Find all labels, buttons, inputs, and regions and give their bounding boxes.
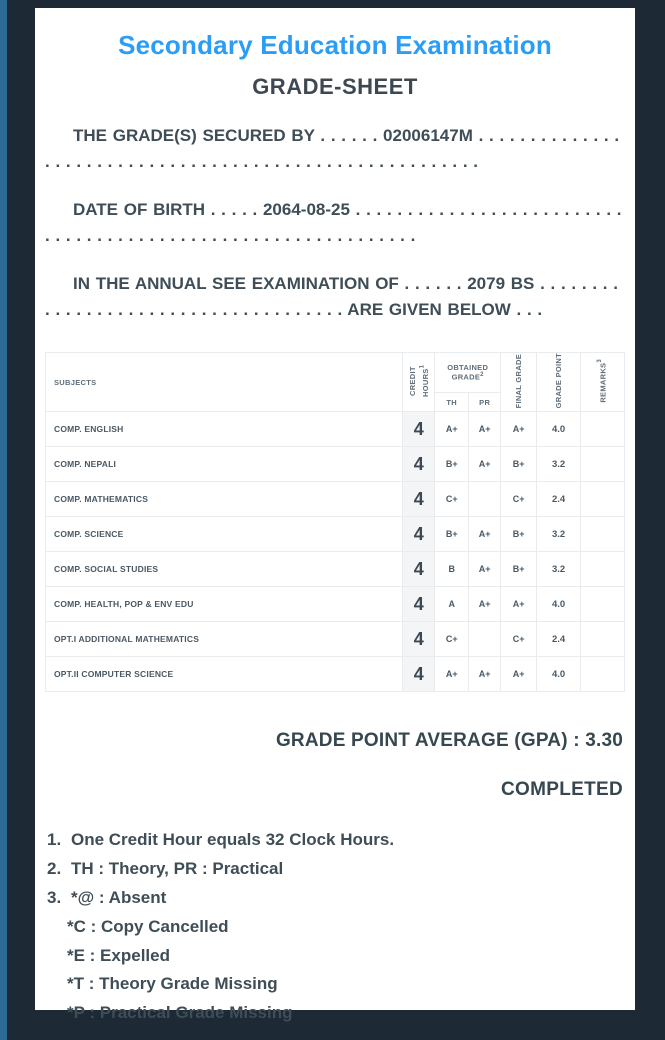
grade-point-cell: 3.2	[537, 552, 581, 587]
footnote-text: *C : Copy Cancelled	[67, 916, 229, 936]
remarks-cell	[581, 587, 625, 622]
col-header-subjects: SUBJECTS	[46, 353, 403, 412]
theory-grade-cell: B+	[435, 517, 469, 552]
footnote-text: *@ : Absent	[71, 887, 167, 907]
remarks-cell	[581, 482, 625, 517]
page-title: Secondary Education Examination	[118, 30, 552, 60]
final-grade-cell: C+	[501, 482, 537, 517]
remarks-cell	[581, 412, 625, 447]
remarks-cell	[581, 447, 625, 482]
remarks-cell	[581, 517, 625, 552]
table-row	[46, 482, 625, 517]
practical-grade-cell: A+	[469, 587, 501, 622]
grades-secured-line: THE GRADE(S) SECURED BY . . . . . . 02006147M . . . . . . . . . . . . . . . . . . . . . . . . . . . . . . . . . . . . . . . . . . . . . . . . . . . . . . . .	[45, 126, 620, 171]
theory-grade-cell: C+	[435, 622, 469, 657]
remarks-cell	[581, 622, 625, 657]
grade-sheet-card	[35, 8, 635, 1023]
final-grade-cell: A+	[501, 587, 537, 622]
credit-hours-cell: 4	[403, 447, 435, 482]
practical-grade-cell: A+	[469, 412, 501, 447]
final-grade-cell: A+	[501, 412, 537, 447]
footnote-line	[47, 970, 625, 999]
footnotes-list	[47, 826, 625, 1028]
completion-status: COMPLETED	[501, 779, 623, 800]
credit-hours-cell: 4	[403, 622, 435, 657]
footnote-text: *P : Practical Grade Missing	[67, 1003, 293, 1023]
left-accent-strip	[0, 0, 7, 1040]
theory-grade-cell: C+	[435, 482, 469, 517]
table-row	[46, 412, 625, 447]
grade-point-cell: 4.0	[537, 587, 581, 622]
final-grade-cell: A+	[501, 657, 537, 692]
grades-table-body	[46, 412, 625, 692]
theory-grade-cell: A	[435, 587, 469, 622]
credit-hours-cell: 4	[403, 587, 435, 622]
table-row	[46, 552, 625, 587]
final-grade-cell: B+	[501, 517, 537, 552]
grades-table-header	[46, 353, 625, 412]
col-header-grade-point: GRADE POINT	[537, 353, 581, 412]
table-row	[46, 622, 625, 657]
practical-grade-cell: A+	[469, 447, 501, 482]
subject-cell: OPT.II COMPUTER SCIENCE	[46, 657, 403, 692]
footnote-marker: 1.	[47, 830, 62, 849]
subject-cell: COMP. SOCIAL STUDIES	[46, 552, 403, 587]
table-row	[46, 657, 625, 692]
intro-section	[45, 123, 625, 322]
table-row	[46, 517, 625, 552]
footnote-text: *E : Expelled	[67, 945, 170, 965]
col-header-credit-hours: CREDIT HOURS$^1$	[403, 353, 435, 412]
credit-hours-cell: 4	[403, 412, 435, 447]
grade-point-cell: 3.2	[537, 447, 581, 482]
subject-cell: COMP. HEALTH, POP & ENV EDU	[46, 587, 403, 622]
col-header-theory: TH	[435, 393, 469, 412]
final-grade-cell: C+	[501, 622, 537, 657]
subject-cell: COMP. NEPALI	[46, 447, 403, 482]
remarks-cell	[581, 552, 625, 587]
credit-hours-cell: 4	[403, 552, 435, 587]
col-header-obtained-grade: OBTAINED GRADE$^2$	[435, 353, 501, 393]
footnote-text: *T : Theory Grade Missing	[67, 974, 278, 994]
table-row	[46, 447, 625, 482]
footnote-text: TH : Theory, PR : Practical	[71, 858, 284, 878]
subject-cell: COMP. MATHEMATICS	[46, 482, 403, 517]
grade-point-cell: 4.0	[537, 412, 581, 447]
theory-grade-cell: B	[435, 552, 469, 587]
footnote-line	[47, 826, 625, 855]
grade-sheet-heading: GRADE-SHEET	[252, 74, 418, 99]
gpa-line: GRADE POINT AVERAGE (GPA) : 3.30	[275, 730, 623, 751]
practical-grade-cell	[469, 482, 501, 517]
grade-point-cell: 3.2	[537, 517, 581, 552]
credit-hours-footnote-ref: 1	[419, 364, 425, 369]
final-grade-cell: B+	[501, 447, 537, 482]
footnote-line	[47, 999, 625, 1028]
theory-grade-cell: A+	[435, 412, 469, 447]
footnote-marker: 3.	[47, 887, 62, 907]
credit-hours-cell: 4	[403, 657, 435, 692]
grade-point-cell: 2.4	[537, 482, 581, 517]
col-header-practical: PR	[469, 393, 501, 412]
subject-cell: OPT.I ADDITIONAL MATHEMATICS	[46, 622, 403, 657]
subject-cell: COMP. SCIENCE	[46, 517, 403, 552]
footnote-line	[47, 884, 625, 913]
footnote-line	[47, 913, 625, 942]
final-grade-cell: B+	[501, 552, 537, 587]
practical-grade-cell: A+	[469, 552, 501, 587]
practical-grade-cell: A+	[469, 517, 501, 552]
obtained-grade-footnote-ref: 2	[480, 372, 484, 379]
theory-grade-cell: B+	[435, 447, 469, 482]
grade-point-cell: 2.4	[537, 622, 581, 657]
remarks-footnote-ref: 3	[597, 359, 604, 363]
footnote-marker: 2.	[47, 858, 62, 878]
practical-grade-cell	[469, 622, 501, 657]
credit-hours-cell: 4	[403, 482, 435, 517]
remarks-cell	[581, 657, 625, 692]
exam-year-line: IN THE ANNUAL SEE EXAMINATION OF . . . . . . 2079 BS . . . . . . . . . . . . . . . . . . . . . . . . . . . . . . . . . . . . . ARE GIVEN BELOW . . .	[45, 274, 618, 319]
col-header-remarks: REMARKS$^3$	[581, 353, 625, 412]
table-row	[46, 587, 625, 622]
footnote-line	[47, 942, 625, 971]
subject-cell: COMP. ENGLISH	[46, 412, 403, 447]
footnote-text: One Credit Hour equals 32 Clock Hours.	[71, 830, 395, 849]
theory-grade-cell: A+	[435, 657, 469, 692]
date-of-birth-line: DATE OF BIRTH . . . . . 2064-08-25 . . . . . . . . . . . . . . . . . . . . . . . . . . . . . . . . . . . . . . . . . . . . . . . . . . . . . . . . . . . . . .	[45, 200, 622, 245]
footnote-line	[47, 855, 625, 884]
credit-hours-cell: 4	[403, 517, 435, 552]
grade-point-cell: 4.0	[537, 657, 581, 692]
grades-table	[45, 352, 625, 692]
col-header-final-grade: FINAL GRADE	[501, 353, 537, 412]
practical-grade-cell: A+	[469, 657, 501, 692]
